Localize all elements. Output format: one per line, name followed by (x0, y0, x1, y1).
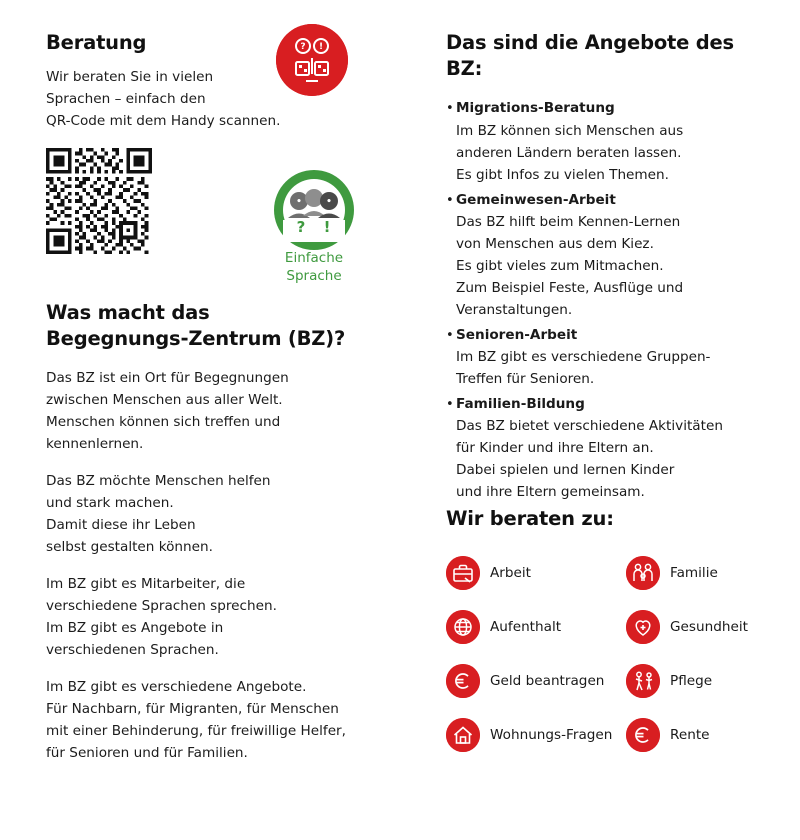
briefcase-icon (446, 556, 480, 590)
paragraph-1-line-2: zwischen Menschen aus aller Welt. (46, 392, 283, 409)
topic-label: Pflege (670, 672, 713, 689)
topic-aufenthalt[interactable] (446, 610, 626, 644)
paragraph-1-line-1: Das BZ ist ein Ort für Begegnungen (46, 370, 289, 387)
einfache-sprache-line-2: Sprache (286, 267, 342, 284)
paragraph-3-line-4: verschiedenen Sprachen. (46, 642, 219, 659)
item-line: Veranstaltungen. (456, 301, 573, 318)
paragraph-2 (46, 470, 391, 558)
topic-label: Gesundheit (670, 618, 748, 635)
list-item (446, 189, 766, 321)
item-lines (456, 346, 766, 390)
svg-text:!: ! (318, 42, 324, 52)
was-macht-heading (46, 300, 391, 351)
item-title: Migrations-Beratung (456, 100, 615, 117)
paragraph-4-line-3: mit einer Behinderung, für freiwillige Helfer, (46, 723, 346, 740)
item-line: von Menschen aus dem Kiez. (456, 235, 654, 252)
paragraph-4 (46, 676, 391, 764)
angebote-list (446, 97, 766, 502)
einfache-sprache-line-1: Einfache (284, 250, 344, 266)
beratung-heading: Beratung (46, 31, 147, 54)
paragraph-3-line-2: verschiedene Sprachen sprechen. (46, 598, 277, 615)
paragraph-2-line-3: Damit diese ihr Leben (46, 517, 196, 534)
einfache-sprache-label (258, 250, 370, 285)
topic-geld-beantragen[interactable] (446, 664, 626, 698)
item-title: Gemeinwesen-Arbeit (456, 191, 616, 208)
paragraph-4-line-2: Für Nachbarn, für Migranten, für Menschen (46, 701, 339, 718)
topic-label: Wohnungs-Fragen (490, 726, 613, 743)
list-item (446, 324, 766, 390)
item-lines (456, 415, 766, 503)
care-icon (626, 664, 660, 698)
svg-text:•: • (326, 197, 332, 207)
globe-icon (446, 610, 480, 644)
paragraph-1 (46, 367, 391, 455)
exclamation-mark-glyph: ! (323, 218, 331, 236)
topic-label: Aufenthalt (490, 618, 562, 635)
item-line: Es gibt vieles zum Mitmachen. (456, 257, 664, 274)
topic-rente[interactable] (626, 718, 776, 752)
paragraph-2-line-4: selbst gestalten können. (46, 539, 213, 556)
qr-code[interactable] (46, 148, 152, 254)
family-icon (626, 556, 660, 590)
item-title: Familien-Bildung (456, 395, 585, 412)
svg-text:?: ? (300, 42, 306, 52)
item-line: anderen Ländern beraten lassen. (456, 144, 682, 161)
beraten-heading: Wir beraten zu: (446, 506, 614, 530)
paragraph-2-line-2: und stark machen. (46, 495, 174, 512)
paragraph-1-line-3: Menschen können sich treffen und (46, 414, 281, 431)
topic-label: Familie (670, 564, 718, 581)
item-title: Senioren-Arbeit (456, 326, 578, 343)
bullet-icon: • (446, 396, 454, 412)
topic-gesundheit[interactable] (626, 610, 776, 644)
item-lines (456, 211, 766, 321)
beratung-line-2: Sprachen – einfach den (46, 90, 206, 107)
question-mark-glyph: ? (296, 218, 306, 236)
paragraph-2-line-1: Das BZ möchte Menschen helfen (46, 473, 271, 490)
paragraph-4-line-1: Im BZ gibt es verschiedene Angebote. (46, 679, 307, 696)
left-column (46, 30, 391, 765)
item-line: Im BZ können sich Menschen aus (456, 122, 684, 139)
topic-label: Rente (670, 726, 710, 743)
bullet-icon: • (446, 327, 454, 343)
item-line: Dabei spielen und lernen Kinder (456, 461, 675, 478)
item-lines (456, 120, 766, 186)
paragraph-1-line-4: kennenlernen. (46, 436, 144, 453)
was-macht-heading-line-2: Begegnungs-Zentrum (BZ)? (46, 326, 346, 350)
bullet-icon: • (446, 101, 454, 117)
item-line: Das BZ bietet verschiedene Aktivitäten (456, 417, 723, 434)
item-line: Es gibt Infos zu vielen Themen. (456, 166, 669, 183)
was-macht-heading-line-1: Was macht das (46, 300, 210, 324)
bullet-icon: • (446, 192, 454, 208)
euro-icon (626, 718, 660, 752)
einfache-sprache-icon (274, 170, 354, 250)
list-item (446, 97, 766, 185)
paragraph-3 (46, 573, 391, 661)
bz-logo-icon (276, 24, 348, 96)
paragraph-3-line-1: Im BZ gibt es Mitarbeiter, die (46, 576, 246, 593)
euro-icon (446, 664, 480, 698)
beratung-line-3: QR-Code mit dem Handy scannen. (46, 112, 281, 129)
item-line: Das BZ hilft beim Kennen-Lernen (456, 213, 681, 230)
list-item (446, 393, 766, 503)
paragraph-3-line-3: Im BZ gibt es Angebote in (46, 620, 224, 637)
topic-label: Arbeit (490, 564, 531, 581)
angebote-heading: Das sind die Angebote des BZ: (446, 31, 734, 80)
topic-arbeit[interactable] (446, 556, 626, 590)
item-line: Treffen für Senioren. (456, 370, 595, 387)
item-line: und ihre Eltern gemeinsam. (456, 483, 645, 500)
beraten-topics-grid (446, 546, 766, 762)
topic-familie[interactable] (626, 556, 776, 590)
paragraph-4-line-4: für Senioren und für Familien. (46, 745, 248, 762)
svg-text:•: • (296, 197, 302, 207)
item-line: Im BZ gibt es verschiedene Gruppen- (456, 348, 711, 365)
heart-cross-icon (626, 610, 660, 644)
item-line: Zum Beispiel Feste, Ausflüge und (456, 279, 684, 296)
beratung-text (46, 66, 296, 132)
right-column (446, 30, 766, 762)
house-icon (446, 718, 480, 752)
beratung-line-1: Wir beraten Sie in vielen (46, 68, 214, 85)
item-line: für Kinder und ihre Eltern an. (456, 439, 654, 456)
topic-label: Geld beantragen (490, 672, 605, 689)
topic-wohnungs-fragen[interactable] (446, 718, 626, 752)
topic-pflege[interactable] (626, 664, 776, 698)
